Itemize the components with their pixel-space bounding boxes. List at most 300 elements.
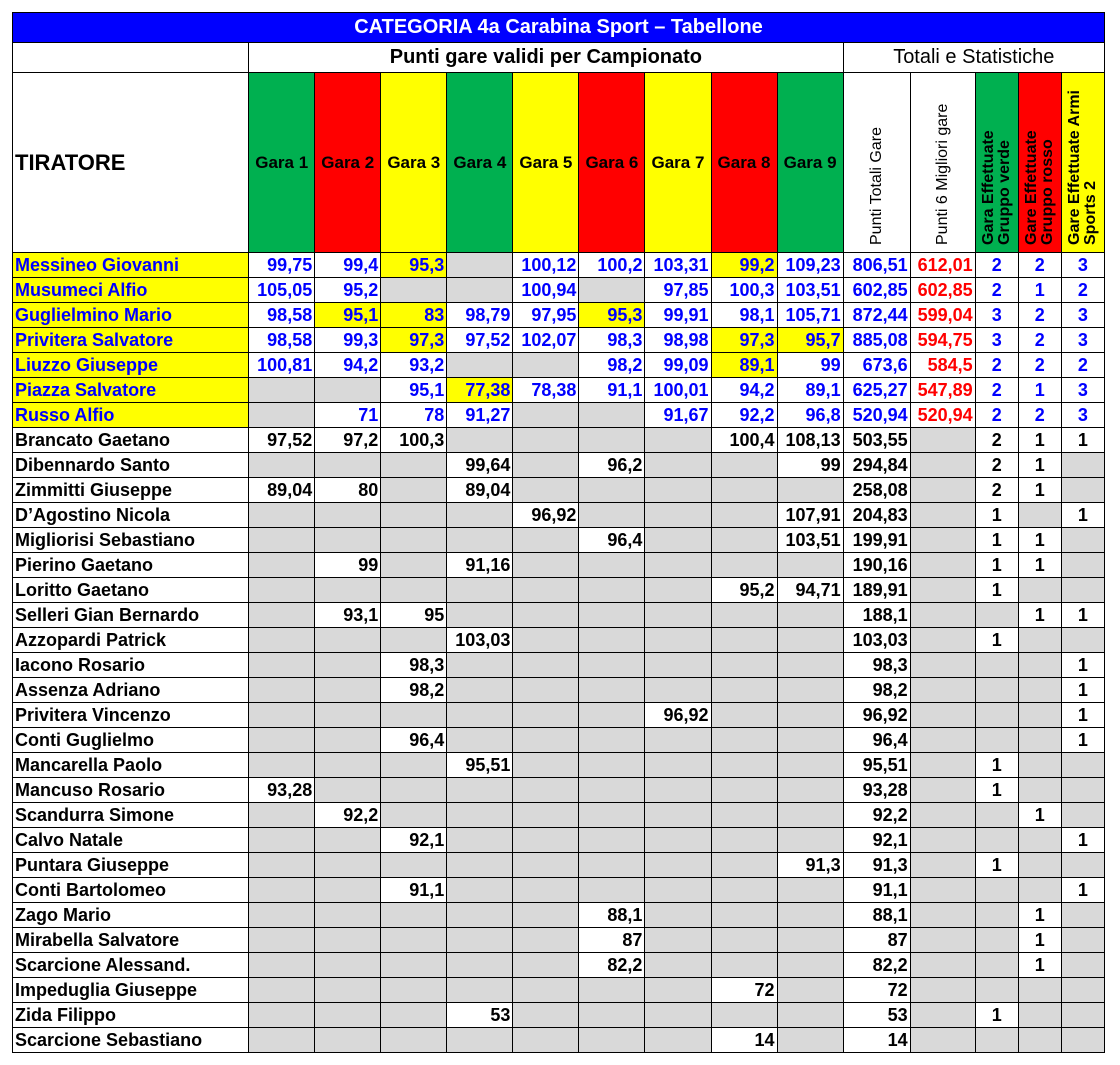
- count-armi-cell: 3: [1061, 328, 1104, 353]
- score-cell-gara-1: [249, 803, 315, 828]
- score-cell-gara-5: [513, 878, 579, 903]
- gara-2-header: Gara 2: [315, 73, 381, 253]
- score-cell-gara-3: [381, 1028, 447, 1053]
- score-cell-gara-2: 99,3: [315, 328, 381, 353]
- score-cell-gara-6: [579, 828, 645, 853]
- score-cell-gara-9: 103,51: [777, 528, 843, 553]
- count-rosso-cell: [1018, 653, 1061, 678]
- table-row: [13, 753, 1105, 778]
- score-cell-gara-4: [447, 678, 513, 703]
- score-cell-gara-8: [711, 803, 777, 828]
- score-cell-gara-8: [711, 603, 777, 628]
- score-cell-gara-7: 99,91: [645, 303, 711, 328]
- score-cell-gara-8: 99,2: [711, 253, 777, 278]
- score-cell-gara-8: 100,3: [711, 278, 777, 303]
- score-cell-gara-5: [513, 953, 579, 978]
- table-row: [13, 503, 1105, 528]
- score-cell-gara-5: [513, 803, 579, 828]
- score-cell-gara-4: 91,16: [447, 553, 513, 578]
- score-cell-gara-1: 100,81: [249, 353, 315, 378]
- score-cell-gara-4: 97,52: [447, 328, 513, 353]
- score-cell-gara-2: [315, 678, 381, 703]
- score-cell-gara-4: 77,38: [447, 378, 513, 403]
- count-armi-cell: 1: [1061, 678, 1104, 703]
- table-row: [13, 278, 1105, 303]
- score-cell-gara-9: 105,71: [777, 303, 843, 328]
- score-cell-gara-3: [381, 553, 447, 578]
- total-points-cell: 258,08: [843, 478, 910, 503]
- tiratore-header: TIRATORE: [13, 73, 249, 253]
- score-cell-gara-7: [645, 653, 711, 678]
- score-cell-gara-1: [249, 628, 315, 653]
- score-cell-gara-7: [645, 828, 711, 853]
- score-cell-gara-2: [315, 753, 381, 778]
- score-cell-gara-2: [315, 503, 381, 528]
- score-cell-gara-8: 94,2: [711, 378, 777, 403]
- table-title: CATEGORIA 4a Carabina Sport – Tabellone: [13, 13, 1105, 43]
- score-cell-gara-8: [711, 878, 777, 903]
- best-six-cell: 599,04: [910, 303, 975, 328]
- score-cell-gara-7: [645, 803, 711, 828]
- score-cell-gara-9: [777, 903, 843, 928]
- total-points-cell: 92,1: [843, 828, 910, 853]
- count-verde-cell: 2: [975, 428, 1018, 453]
- stat-header-label: Punti Totali Gare: [867, 127, 885, 245]
- score-cell-gara-5: [513, 528, 579, 553]
- count-armi-cell: 3: [1061, 303, 1104, 328]
- shooter-name: Mancarella Paolo: [13, 753, 249, 778]
- score-cell-gara-6: 100,2: [579, 253, 645, 278]
- shooter-name: Migliorisi Sebastiano: [13, 528, 249, 553]
- score-cell-gara-7: [645, 1028, 711, 1053]
- score-cell-gara-4: [447, 428, 513, 453]
- score-cell-gara-4: [447, 353, 513, 378]
- score-cell-gara-4: [447, 278, 513, 303]
- total-points-cell: 95,51: [843, 753, 910, 778]
- table-row: [13, 603, 1105, 628]
- total-points-cell: 806,51: [843, 253, 910, 278]
- table-row: [13, 903, 1105, 928]
- score-cell-gara-4: 91,27: [447, 403, 513, 428]
- table-row: [13, 678, 1105, 703]
- score-cell-gara-7: [645, 928, 711, 953]
- score-cell-gara-7: [645, 478, 711, 503]
- score-cell-gara-9: [777, 1028, 843, 1053]
- best-six-cell: [910, 528, 975, 553]
- total-points-cell: 98,3: [843, 653, 910, 678]
- score-cell-gara-6: [579, 503, 645, 528]
- score-cell-gara-8: 89,1: [711, 353, 777, 378]
- shooter-name: Piazza Salvatore: [13, 378, 249, 403]
- table-row: [13, 353, 1105, 378]
- count-verde-cell: 2: [975, 378, 1018, 403]
- table-row: [13, 328, 1105, 353]
- score-cell-gara-8: [711, 678, 777, 703]
- score-cell-gara-8: [711, 478, 777, 503]
- shooter-name: Privitera Vincenzo: [13, 703, 249, 728]
- score-cell-gara-9: 108,13: [777, 428, 843, 453]
- score-cell-gara-4: [447, 878, 513, 903]
- count-verde-cell: 1: [975, 628, 1018, 653]
- shooter-name: Scarcione Sebastiano: [13, 1028, 249, 1053]
- score-cell-gara-7: 99,09: [645, 353, 711, 378]
- score-cell-gara-5: [513, 353, 579, 378]
- count-armi-cell: [1061, 628, 1104, 653]
- count-rosso-cell: 2: [1018, 328, 1061, 353]
- score-cell-gara-7: [645, 778, 711, 803]
- table-row: [13, 453, 1105, 478]
- score-cell-gara-5: [513, 703, 579, 728]
- best-six-cell: 547,89: [910, 378, 975, 403]
- score-cell-gara-4: [447, 778, 513, 803]
- score-cell-gara-1: [249, 828, 315, 853]
- count-armi-cell: [1061, 778, 1104, 803]
- table-row: [13, 928, 1105, 953]
- score-cell-gara-6: 87: [579, 928, 645, 953]
- score-cell-gara-4: [447, 528, 513, 553]
- score-cell-gara-8: [711, 553, 777, 578]
- score-cell-gara-2: [315, 1028, 381, 1053]
- score-cell-gara-6: [579, 678, 645, 703]
- score-cell-gara-6: [579, 1028, 645, 1053]
- score-cell-gara-9: 107,91: [777, 503, 843, 528]
- total-points-cell: 294,84: [843, 453, 910, 478]
- stat-header-2: [975, 73, 1018, 253]
- score-cell-gara-5: [513, 403, 579, 428]
- score-cell-gara-3: [381, 278, 447, 303]
- scoreboard-table: [12, 12, 1105, 1053]
- count-verde-cell: 2: [975, 453, 1018, 478]
- count-rosso-cell: 1: [1018, 453, 1061, 478]
- count-armi-cell: [1061, 903, 1104, 928]
- score-cell-gara-5: [513, 603, 579, 628]
- shooter-name: Azzopardi Patrick: [13, 628, 249, 653]
- count-armi-cell: [1061, 578, 1104, 603]
- shooter-name: Calvo Natale: [13, 828, 249, 853]
- score-cell-gara-1: [249, 853, 315, 878]
- table-row: [13, 878, 1105, 903]
- table-row: [13, 303, 1105, 328]
- shooter-name: Puntara Giuseppe: [13, 853, 249, 878]
- score-cell-gara-8: [711, 1003, 777, 1028]
- score-cell-gara-9: 103,51: [777, 278, 843, 303]
- score-cell-gara-1: 105,05: [249, 278, 315, 303]
- score-cell-gara-1: [249, 928, 315, 953]
- score-cell-gara-4: [447, 578, 513, 603]
- count-rosso-cell: 1: [1018, 903, 1061, 928]
- score-cell-gara-8: 97,3: [711, 328, 777, 353]
- count-armi-cell: 3: [1061, 378, 1104, 403]
- score-cell-gara-3: [381, 578, 447, 603]
- score-cell-gara-6: [579, 628, 645, 653]
- total-points-cell: 673,6: [843, 353, 910, 378]
- score-cell-gara-1: 98,58: [249, 303, 315, 328]
- count-rosso-cell: [1018, 878, 1061, 903]
- score-cell-gara-4: 95,51: [447, 753, 513, 778]
- score-cell-gara-1: [249, 553, 315, 578]
- score-cell-gara-9: [777, 678, 843, 703]
- gara-5-header: Gara 5: [513, 73, 579, 253]
- score-cell-gara-9: 99: [777, 353, 843, 378]
- score-cell-gara-6: [579, 1003, 645, 1028]
- stat-header-label: Gara Effettuate Gruppo verde: [979, 130, 1013, 245]
- score-cell-gara-3: [381, 453, 447, 478]
- gara-7-header: Gara 7: [645, 73, 711, 253]
- table-row: [13, 1028, 1105, 1053]
- score-cell-gara-4: 53: [447, 1003, 513, 1028]
- count-armi-cell: [1061, 928, 1104, 953]
- stat-header-label: Gare Effettuate Armi Sports 2: [1065, 90, 1099, 245]
- best-six-cell: [910, 928, 975, 953]
- table-row: [13, 778, 1105, 803]
- count-verde-cell: [975, 703, 1018, 728]
- count-rosso-cell: 2: [1018, 253, 1061, 278]
- score-cell-gara-3: 91,1: [381, 878, 447, 903]
- score-cell-gara-2: [315, 978, 381, 1003]
- score-cell-gara-7: [645, 853, 711, 878]
- score-cell-gara-1: [249, 1028, 315, 1053]
- shooter-name: Messineo Giovanni: [13, 253, 249, 278]
- score-cell-gara-3: 93,2: [381, 353, 447, 378]
- shooter-name: Liuzzo Giuseppe: [13, 353, 249, 378]
- count-rosso-cell: [1018, 503, 1061, 528]
- score-cell-gara-9: [777, 1003, 843, 1028]
- count-armi-cell: 1: [1061, 653, 1104, 678]
- score-cell-gara-5: 100,12: [513, 253, 579, 278]
- score-cell-gara-1: [249, 678, 315, 703]
- score-cell-gara-1: [249, 503, 315, 528]
- score-cell-gara-5: [513, 828, 579, 853]
- score-cell-gara-9: [777, 628, 843, 653]
- count-rosso-cell: [1018, 778, 1061, 803]
- score-cell-gara-4: 99,64: [447, 453, 513, 478]
- score-cell-gara-8: [711, 503, 777, 528]
- count-verde-cell: [975, 953, 1018, 978]
- score-cell-gara-2: 99: [315, 553, 381, 578]
- total-points-cell: 199,91: [843, 528, 910, 553]
- score-cell-gara-5: [513, 428, 579, 453]
- score-cell-gara-1: [249, 878, 315, 903]
- score-cell-gara-9: [777, 928, 843, 953]
- best-six-cell: [910, 978, 975, 1003]
- score-cell-gara-4: 98,79: [447, 303, 513, 328]
- count-rosso-cell: [1018, 1003, 1061, 1028]
- score-cell-gara-4: [447, 978, 513, 1003]
- score-cell-gara-1: [249, 703, 315, 728]
- table-row: [13, 478, 1105, 503]
- total-points-cell: 96,92: [843, 703, 910, 728]
- shooter-name: Conti Bartolomeo: [13, 878, 249, 903]
- score-cell-gara-2: 92,2: [315, 803, 381, 828]
- score-cell-gara-6: [579, 753, 645, 778]
- total-points-cell: 82,2: [843, 953, 910, 978]
- score-cell-gara-6: [579, 703, 645, 728]
- best-six-cell: 602,85: [910, 278, 975, 303]
- score-cell-gara-3: [381, 1003, 447, 1028]
- score-cell-gara-2: [315, 453, 381, 478]
- score-cell-gara-9: [777, 728, 843, 753]
- score-cell-gara-8: 95,2: [711, 578, 777, 603]
- score-cell-gara-3: 98,3: [381, 653, 447, 678]
- score-cell-gara-3: 97,3: [381, 328, 447, 353]
- best-six-cell: [910, 453, 975, 478]
- count-verde-cell: [975, 803, 1018, 828]
- table-row: [13, 553, 1105, 578]
- best-six-cell: [910, 828, 975, 853]
- total-points-cell: 91,3: [843, 853, 910, 878]
- gara-6-header: Gara 6: [579, 73, 645, 253]
- score-cell-gara-7: [645, 978, 711, 1003]
- count-rosso-cell: [1018, 578, 1061, 603]
- table-row: [13, 578, 1105, 603]
- total-points-cell: 53: [843, 1003, 910, 1028]
- count-rosso-cell: [1018, 728, 1061, 753]
- score-cell-gara-9: 89,1: [777, 378, 843, 403]
- best-six-cell: [910, 1028, 975, 1053]
- count-verde-cell: 1: [975, 753, 1018, 778]
- score-cell-gara-6: [579, 978, 645, 1003]
- score-cell-gara-4: [447, 503, 513, 528]
- count-armi-cell: 1: [1061, 428, 1104, 453]
- score-cell-gara-9: 96,8: [777, 403, 843, 428]
- score-cell-gara-5: [513, 578, 579, 603]
- table-row: [13, 728, 1105, 753]
- best-six-cell: [910, 1003, 975, 1028]
- score-cell-gara-5: 96,92: [513, 503, 579, 528]
- score-cell-gara-8: [711, 628, 777, 653]
- best-six-cell: [910, 703, 975, 728]
- score-cell-gara-1: [249, 378, 315, 403]
- score-cell-gara-6: [579, 878, 645, 903]
- score-cell-gara-5: [513, 903, 579, 928]
- best-six-cell: [910, 678, 975, 703]
- score-cell-gara-4: [447, 853, 513, 878]
- shooter-name: Privitera Salvatore: [13, 328, 249, 353]
- score-cell-gara-9: 109,23: [777, 253, 843, 278]
- score-cell-gara-7: 97,85: [645, 278, 711, 303]
- score-cell-gara-8: [711, 903, 777, 928]
- section-scores-header: Punti gare validi per Campionato: [249, 43, 843, 73]
- table-row: [13, 853, 1105, 878]
- count-rosso-cell: [1018, 828, 1061, 853]
- score-cell-gara-7: [645, 678, 711, 703]
- count-rosso-cell: 1: [1018, 953, 1061, 978]
- score-cell-gara-6: [579, 853, 645, 878]
- total-points-cell: 87: [843, 928, 910, 953]
- score-cell-gara-8: [711, 753, 777, 778]
- score-cell-gara-5: [513, 678, 579, 703]
- best-six-cell: [910, 728, 975, 753]
- score-cell-gara-1: [249, 453, 315, 478]
- score-cell-gara-1: 93,28: [249, 778, 315, 803]
- score-cell-gara-4: [447, 253, 513, 278]
- score-cell-gara-8: 14: [711, 1028, 777, 1053]
- score-cell-gara-5: [513, 778, 579, 803]
- score-cell-gara-8: [711, 703, 777, 728]
- score-cell-gara-7: [645, 578, 711, 603]
- count-rosso-cell: 2: [1018, 303, 1061, 328]
- score-cell-gara-6: 95,3: [579, 303, 645, 328]
- score-cell-gara-7: [645, 553, 711, 578]
- score-cell-gara-7: [645, 728, 711, 753]
- total-points-cell: 88,1: [843, 903, 910, 928]
- score-cell-gara-2: [315, 628, 381, 653]
- table-row: [13, 703, 1105, 728]
- score-cell-gara-6: 82,2: [579, 953, 645, 978]
- score-cell-gara-2: [315, 703, 381, 728]
- score-cell-gara-9: [777, 878, 843, 903]
- count-verde-cell: 1: [975, 778, 1018, 803]
- count-verde-cell: 2: [975, 478, 1018, 503]
- total-points-cell: 96,4: [843, 728, 910, 753]
- total-points-cell: 520,94: [843, 403, 910, 428]
- score-cell-gara-7: [645, 953, 711, 978]
- score-cell-gara-7: [645, 753, 711, 778]
- count-rosso-cell: 1: [1018, 603, 1061, 628]
- stat-header-1: [910, 73, 975, 253]
- shooter-name: Conti Guglielmo: [13, 728, 249, 753]
- count-verde-cell: [975, 978, 1018, 1003]
- score-cell-gara-2: [315, 728, 381, 753]
- shooter-name: Brancato Gaetano: [13, 428, 249, 453]
- count-rosso-cell: 1: [1018, 528, 1061, 553]
- score-cell-gara-6: 96,4: [579, 528, 645, 553]
- count-rosso-cell: [1018, 978, 1061, 1003]
- count-verde-cell: 1: [975, 553, 1018, 578]
- best-six-cell: [910, 778, 975, 803]
- total-points-cell: 204,83: [843, 503, 910, 528]
- score-cell-gara-5: [513, 628, 579, 653]
- count-verde-cell: [975, 878, 1018, 903]
- count-rosso-cell: 1: [1018, 553, 1061, 578]
- table-row: [13, 253, 1105, 278]
- count-verde-cell: [975, 653, 1018, 678]
- score-cell-gara-1: [249, 403, 315, 428]
- score-cell-gara-1: 99,75: [249, 253, 315, 278]
- score-cell-gara-3: [381, 703, 447, 728]
- score-cell-gara-1: [249, 653, 315, 678]
- score-cell-gara-8: [711, 728, 777, 753]
- count-rosso-cell: [1018, 678, 1061, 703]
- score-cell-gara-5: 102,07: [513, 328, 579, 353]
- score-cell-gara-9: 91,3: [777, 853, 843, 878]
- score-cell-gara-5: [513, 853, 579, 878]
- score-cell-gara-8: 72: [711, 978, 777, 1003]
- table-row: [13, 828, 1105, 853]
- count-rosso-cell: 1: [1018, 928, 1061, 953]
- score-cell-gara-3: [381, 953, 447, 978]
- count-rosso-cell: 1: [1018, 378, 1061, 403]
- shooter-name: Zida Filippo: [13, 1003, 249, 1028]
- count-verde-cell: [975, 928, 1018, 953]
- best-six-cell: [910, 903, 975, 928]
- best-six-cell: [910, 853, 975, 878]
- score-cell-gara-7: 100,01: [645, 378, 711, 403]
- score-cell-gara-7: [645, 503, 711, 528]
- count-armi-cell: [1061, 803, 1104, 828]
- score-cell-gara-7: [645, 428, 711, 453]
- score-cell-gara-7: 103,31: [645, 253, 711, 278]
- total-points-cell: 91,1: [843, 878, 910, 903]
- score-cell-gara-8: [711, 953, 777, 978]
- total-points-cell: 188,1: [843, 603, 910, 628]
- score-cell-gara-2: [315, 1003, 381, 1028]
- count-armi-cell: 2: [1061, 278, 1104, 303]
- score-cell-gara-9: 99: [777, 453, 843, 478]
- table-row: [13, 953, 1105, 978]
- count-verde-cell: [975, 678, 1018, 703]
- count-armi-cell: [1061, 1003, 1104, 1028]
